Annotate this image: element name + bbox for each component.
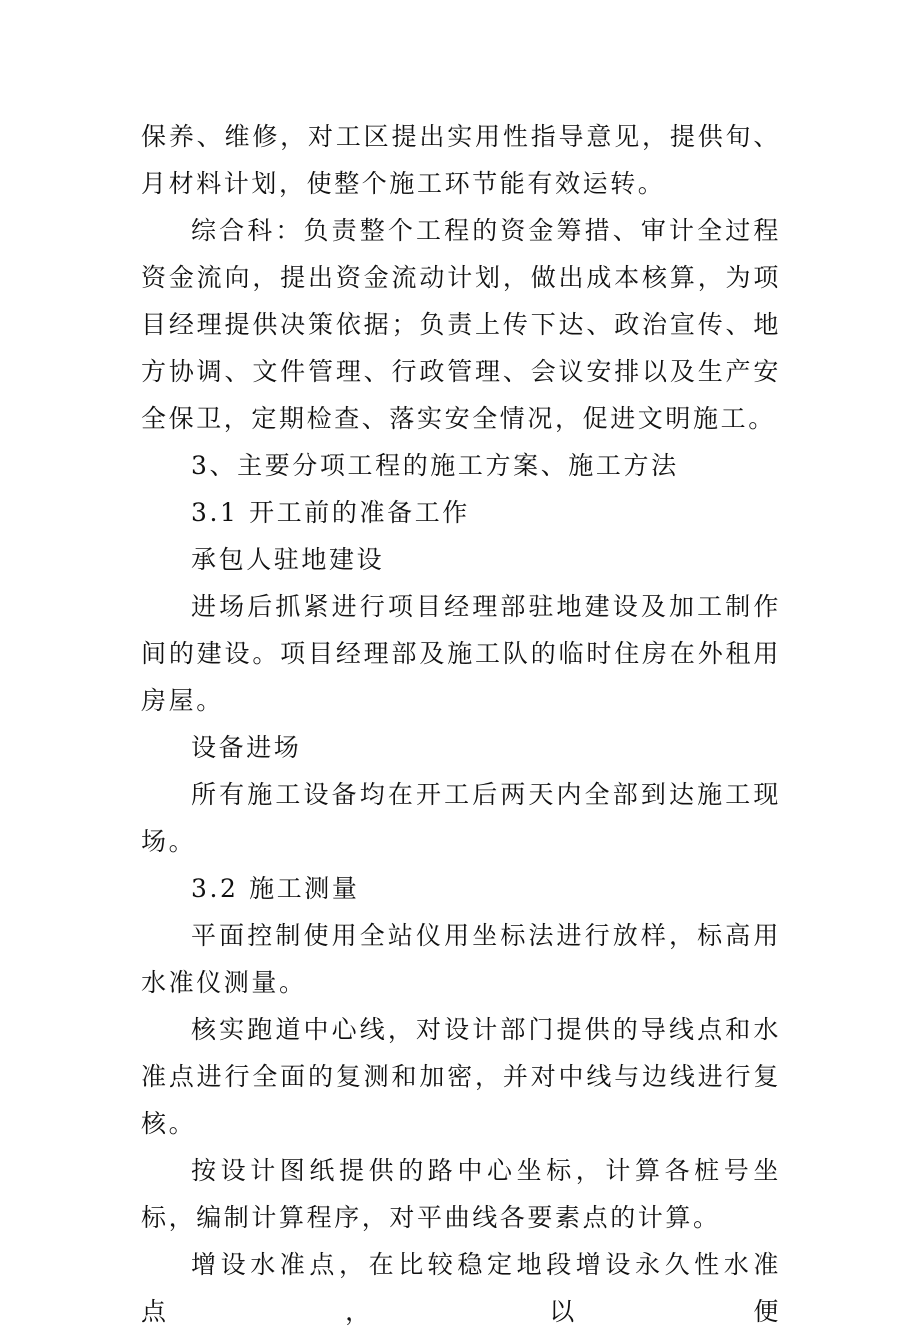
paragraph-plane-control: 平面控制使用全站仪用坐标法进行放样，标高用水准仪测量。 [141, 921, 781, 997]
paragraph-verify-centerline: 核实跑道中心线，对设计部门提供的导线点和水准点进行全面的复测和加密，并对中线与边线进行复核。 [141, 1015, 781, 1138]
document-body [141, 113, 781, 1335]
paragraph-maintenance-continued: 保养、维修，对工区提出实用性指导意见，提供旬、月材料计划，使整个施工环节能有效运转。 [141, 122, 781, 198]
paragraph-general-department: 综合科：负责整个工程的资金筹措、审计全过程资金流向，提出资金流动计划，做出成本核算，为项目经理提供决策依据；负责上传下达、政治宣传、地方协调、文件管理、行政管理、会议安排以及生产安全保卫，定期检查、落实安全情况，促进文明施工。 [141, 216, 781, 433]
paragraph-add-benchmarks: 增设水准点，在比较稳定地段增设永久性水准点，以便 [141, 1250, 781, 1326]
heading-section-3-2: 3.2 施工测量 [191, 874, 360, 903]
paragraph-equipment-entry: 所有施工设备均在开工后两天内全部到达施工现场。 [141, 780, 781, 856]
heading-section-3: 3、主要分项工程的施工方案、施工方法 [191, 451, 679, 480]
heading-section-3-1: 3.1 开工前的准备工作 [191, 498, 470, 527]
subheading-equipment-entry: 设备进场 [191, 733, 302, 762]
paragraph-contractor-site: 进场后抓紧进行项目经理部驻地建设及加工制作间的建设。项目经理部及施工队的临时住房在外租用房屋。 [141, 592, 781, 715]
subheading-contractor-site: 承包人驻地建设 [191, 545, 385, 574]
paragraph-compute-coordinates: 按设计图纸提供的路中心坐标，计算各桩号坐标，编制计算程序，对平曲线各要素点的计算。 [141, 1156, 781, 1232]
